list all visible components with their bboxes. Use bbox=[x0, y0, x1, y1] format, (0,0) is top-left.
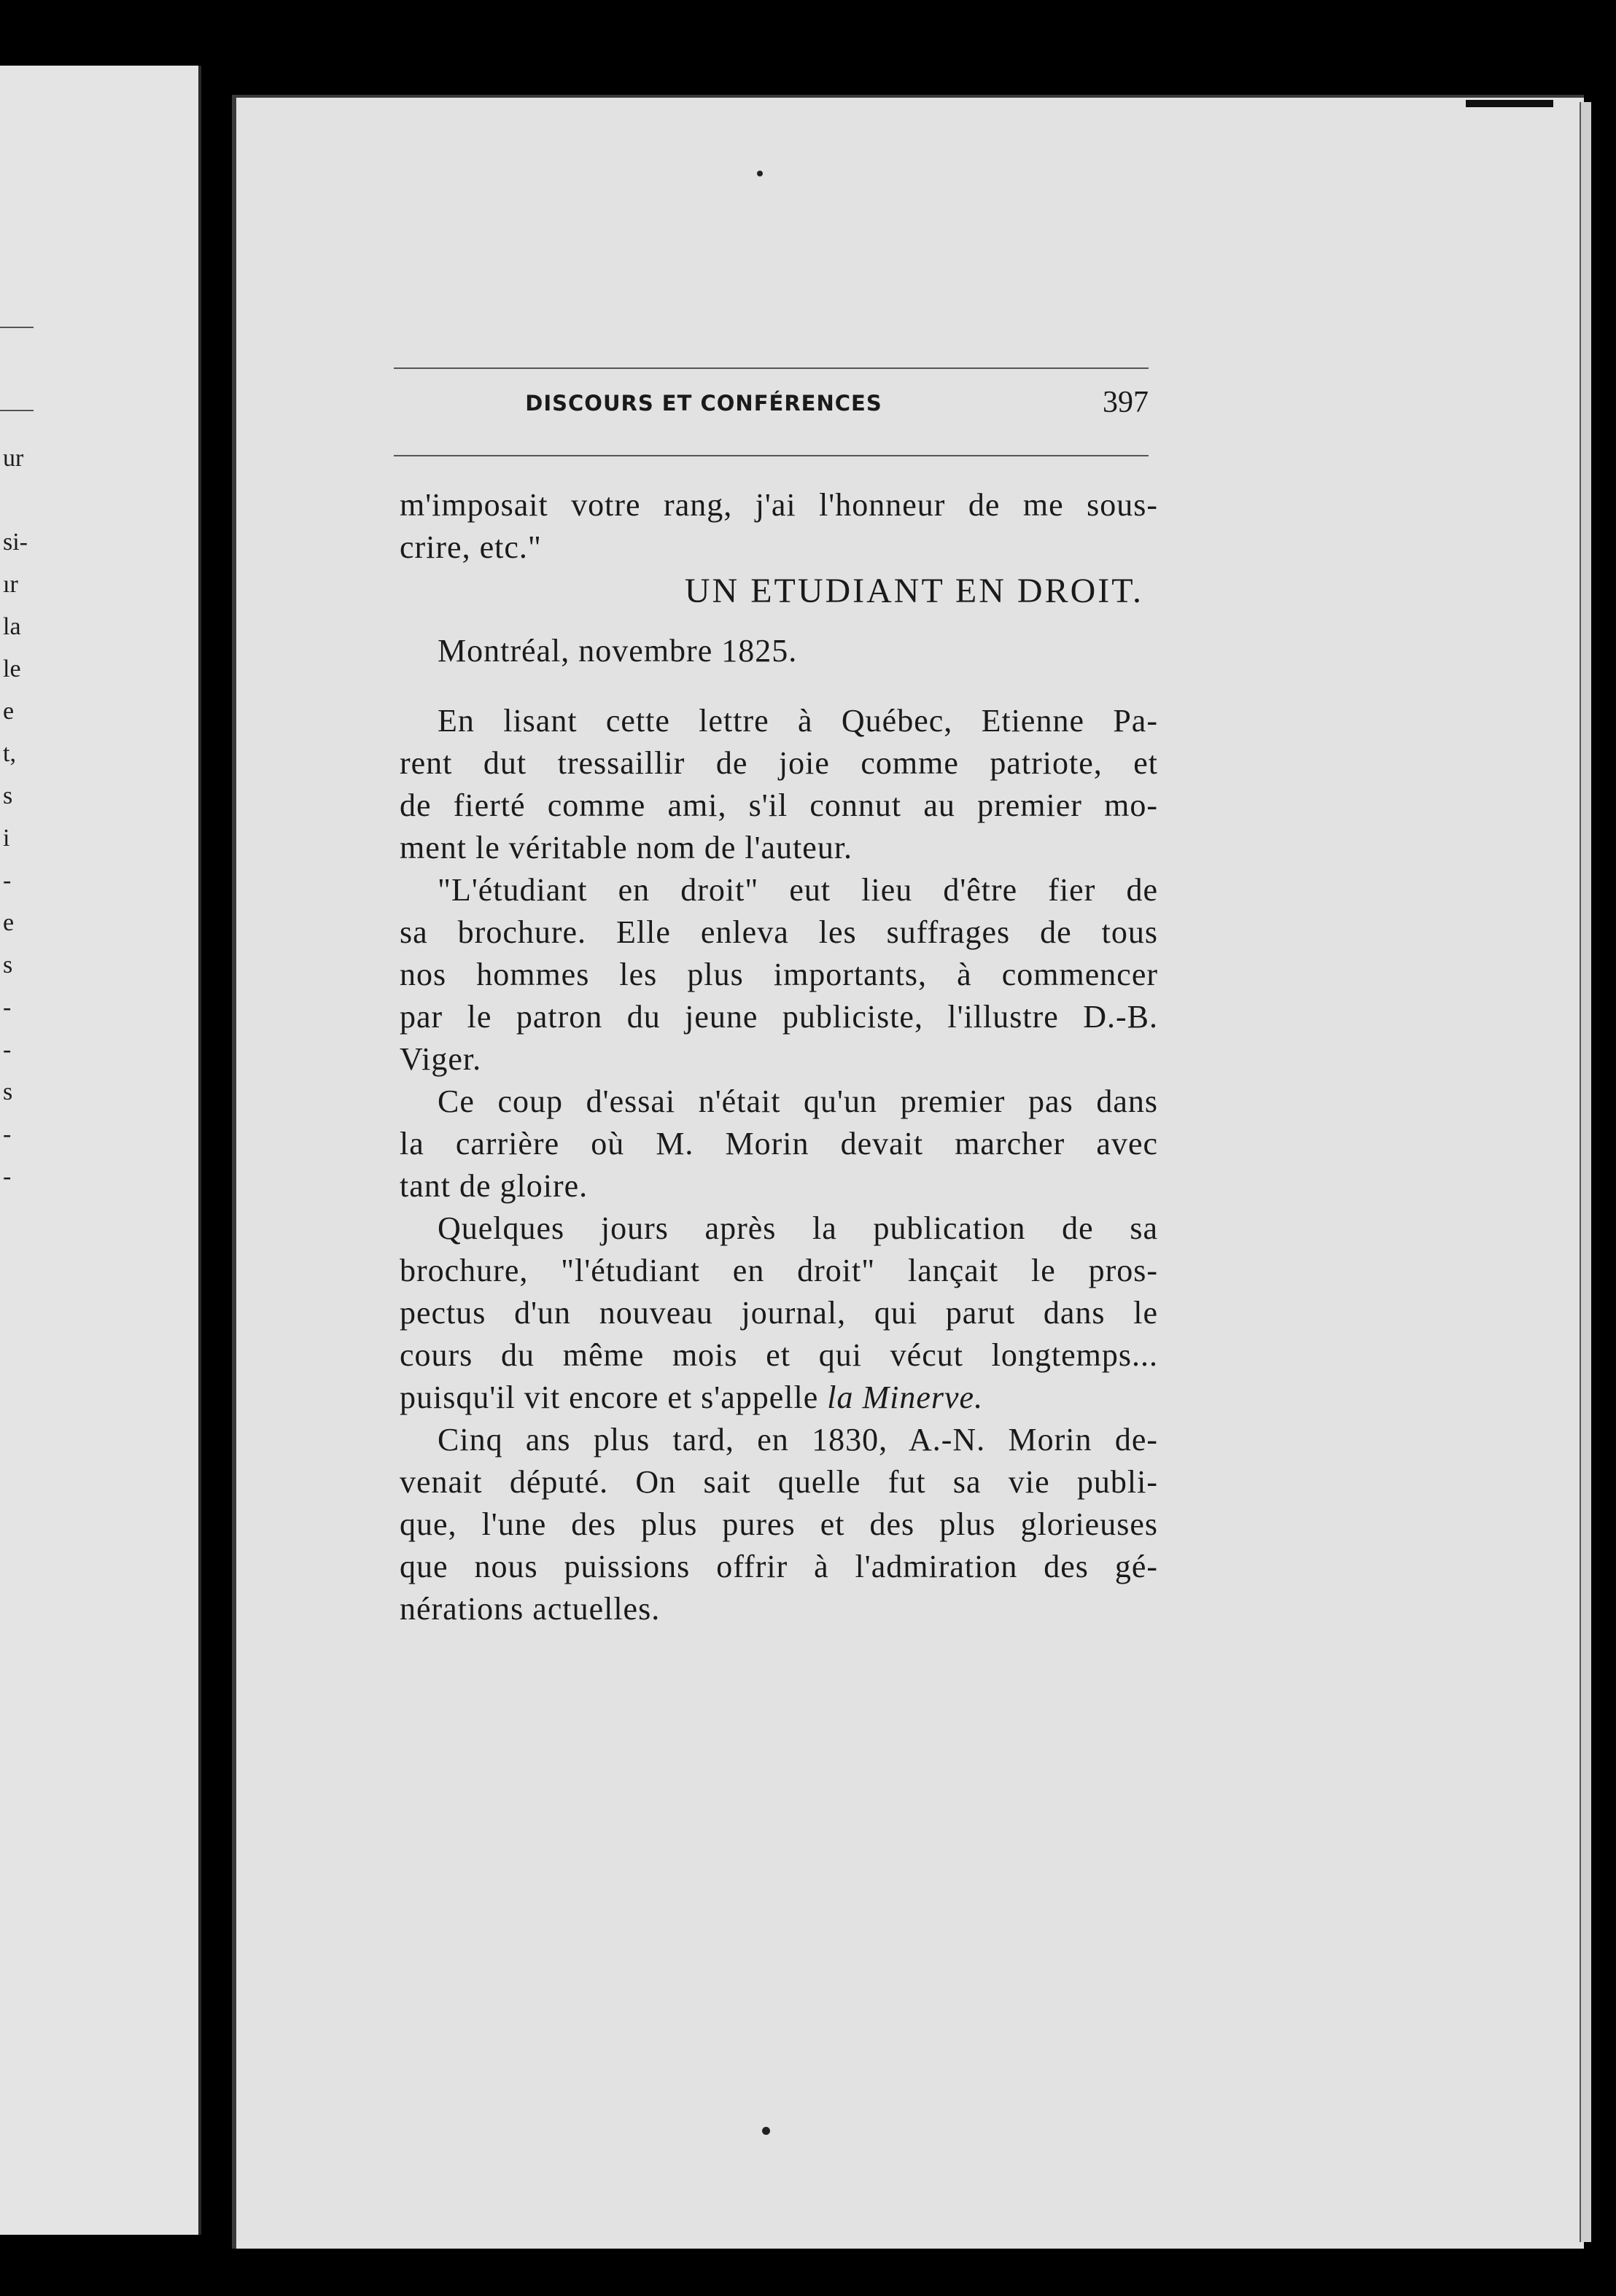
text-line: venait député. On sait quelle fut sa vie publi- bbox=[400, 1464, 1158, 1500]
left-fragment: - bbox=[3, 1036, 12, 1063]
left-fragment: e bbox=[3, 909, 15, 936]
left-fragment: ur bbox=[3, 445, 24, 472]
running-title: DISCOURS ET CONFÉRENCES bbox=[525, 391, 882, 416]
left-fragment: s bbox=[3, 782, 13, 809]
text-line: sa brochure. Elle enleva les suffrages de tous bbox=[400, 914, 1158, 950]
paragraph bbox=[400, 1419, 1158, 1630]
text-line: par le patron du jeune publiciste, l'illustre D.-B. bbox=[400, 999, 1158, 1035]
text-line: m'imposait votre rang, j'ai l'honneur de me sous- bbox=[400, 487, 1158, 523]
speck bbox=[757, 171, 763, 176]
text-line bbox=[400, 1377, 1158, 1419]
text-line: Viger. bbox=[400, 1041, 482, 1077]
text-line: Quelques jours après la publication de sa bbox=[438, 1210, 1158, 1246]
header-rule-top bbox=[394, 367, 1149, 369]
text-line: brochure, "l'étudiant en droit" lançait le pros- bbox=[400, 1253, 1158, 1288]
left-page-rule bbox=[0, 327, 34, 328]
letter-signature: UN ETUDIANT EN DROIT. bbox=[684, 572, 1143, 610]
left-fragment: le bbox=[3, 655, 21, 682]
text-line: crire, etc." bbox=[400, 529, 542, 565]
left-fragment: e bbox=[3, 698, 15, 725]
place-date: Montréal, novembre 1825. bbox=[438, 633, 798, 669]
left-fragment: - bbox=[3, 867, 12, 894]
left-facing-page bbox=[0, 66, 201, 2235]
text-line: que nous puissions offrir à l'admiration des gé- bbox=[400, 1549, 1158, 1584]
text-line: En lisant cette lettre à Québec, Etienne Pa- bbox=[438, 703, 1158, 739]
left-page-rule bbox=[0, 410, 34, 411]
body-text bbox=[400, 484, 1158, 1630]
left-fragment: si- bbox=[3, 529, 28, 556]
paragraph bbox=[400, 1081, 1158, 1207]
left-fragment: la bbox=[3, 613, 21, 640]
left-fragment: - bbox=[3, 1121, 12, 1148]
page-edge bbox=[1580, 102, 1591, 2242]
text-line: Ce coup d'essai n'était qu'un premier pas dans bbox=[438, 1083, 1158, 1119]
text-line: ment le véritable nom de l'auteur. bbox=[400, 830, 853, 865]
text-line: nos hommes les plus importants, à commencer bbox=[400, 957, 1158, 992]
left-fragment: s bbox=[3, 952, 13, 978]
left-fragment: ır bbox=[3, 571, 18, 598]
text-line: la carrière où M. Morin devait marcher avec bbox=[400, 1126, 1158, 1161]
text-line: "L'étudiant en droit" eut lieu d'être fier de bbox=[438, 872, 1158, 908]
paragraph bbox=[400, 1207, 1158, 1419]
page-number: 397 bbox=[1103, 386, 1149, 419]
text-line: que, l'une des plus pures et des plus glorieuses bbox=[400, 1506, 1158, 1542]
italic-title: la Minerve. bbox=[827, 1379, 984, 1415]
text-line: tant de gloire. bbox=[400, 1168, 588, 1204]
text-line: rent dut tressaillir de joie comme patriote, et bbox=[400, 745, 1158, 781]
paragraph bbox=[400, 700, 1158, 869]
text-line: pectus d'un nouveau journal, qui parut dans le bbox=[400, 1295, 1158, 1331]
left-fragment: s bbox=[3, 1078, 13, 1105]
text-segment: puisqu'il vit encore et s'appelle bbox=[400, 1379, 819, 1415]
text-line: cours du même mois et qui vécut longtemps... bbox=[400, 1337, 1158, 1373]
paragraph bbox=[400, 869, 1158, 1081]
left-fragment: i bbox=[3, 825, 10, 852]
text-line: nérations actuelles. bbox=[400, 1591, 661, 1627]
left-fragment: - bbox=[3, 1163, 12, 1190]
text-line: de fierté comme ami, s'il connut au premier mo- bbox=[400, 787, 1158, 823]
speck bbox=[762, 2127, 770, 2135]
header-rule-bottom bbox=[394, 455, 1149, 456]
text-line: Cinq ans plus tard, en 1830, A.-N. Morin de- bbox=[438, 1422, 1158, 1458]
left-fragment: - bbox=[3, 994, 12, 1021]
left-fragment: t, bbox=[3, 740, 16, 767]
page-corner-mark bbox=[1466, 100, 1553, 107]
